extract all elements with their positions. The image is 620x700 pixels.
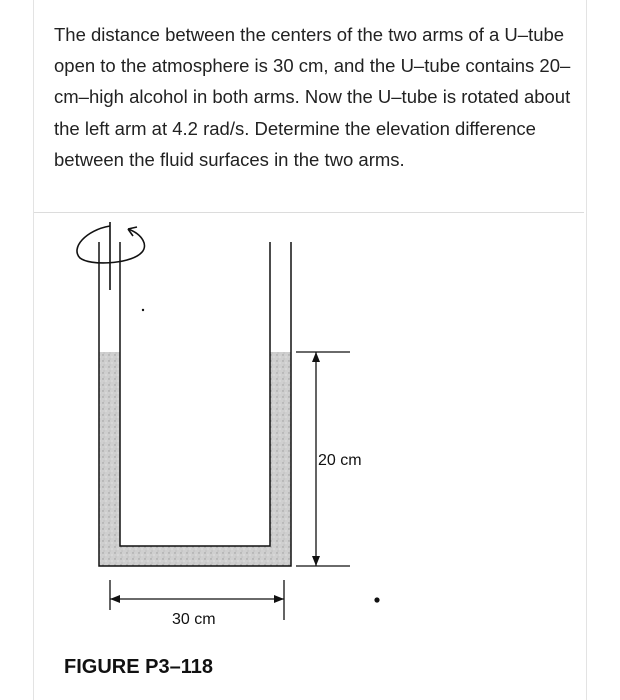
dot-mark bbox=[374, 597, 379, 602]
right-arm-fluid bbox=[270, 352, 291, 566]
left-arm-fluid bbox=[99, 352, 120, 566]
alcohol-fluid bbox=[99, 352, 291, 566]
bottom-fluid bbox=[99, 546, 291, 566]
u-tube-walls bbox=[99, 242, 291, 566]
outer-wall bbox=[99, 242, 291, 566]
inner-wall bbox=[120, 242, 270, 546]
problem-statement: The distance between the centers of the two arms of a U–tube open to the atmosphere is 30 cm, and the U–tube contains 20–cm–high alcohol in both arms. Now the U–tube is rotated about the left arm at 4.2 rad/s. Determine the elevation difference between the fluid surfaces in the two arms. bbox=[54, 24, 571, 170]
height-label: 20 cm bbox=[318, 452, 362, 469]
figure-caption: FIGURE P3–118 bbox=[64, 656, 213, 678]
width-label: 30 cm bbox=[172, 611, 216, 628]
rotation-arrow-icon bbox=[77, 222, 144, 290]
speck-mark bbox=[142, 309, 144, 311]
